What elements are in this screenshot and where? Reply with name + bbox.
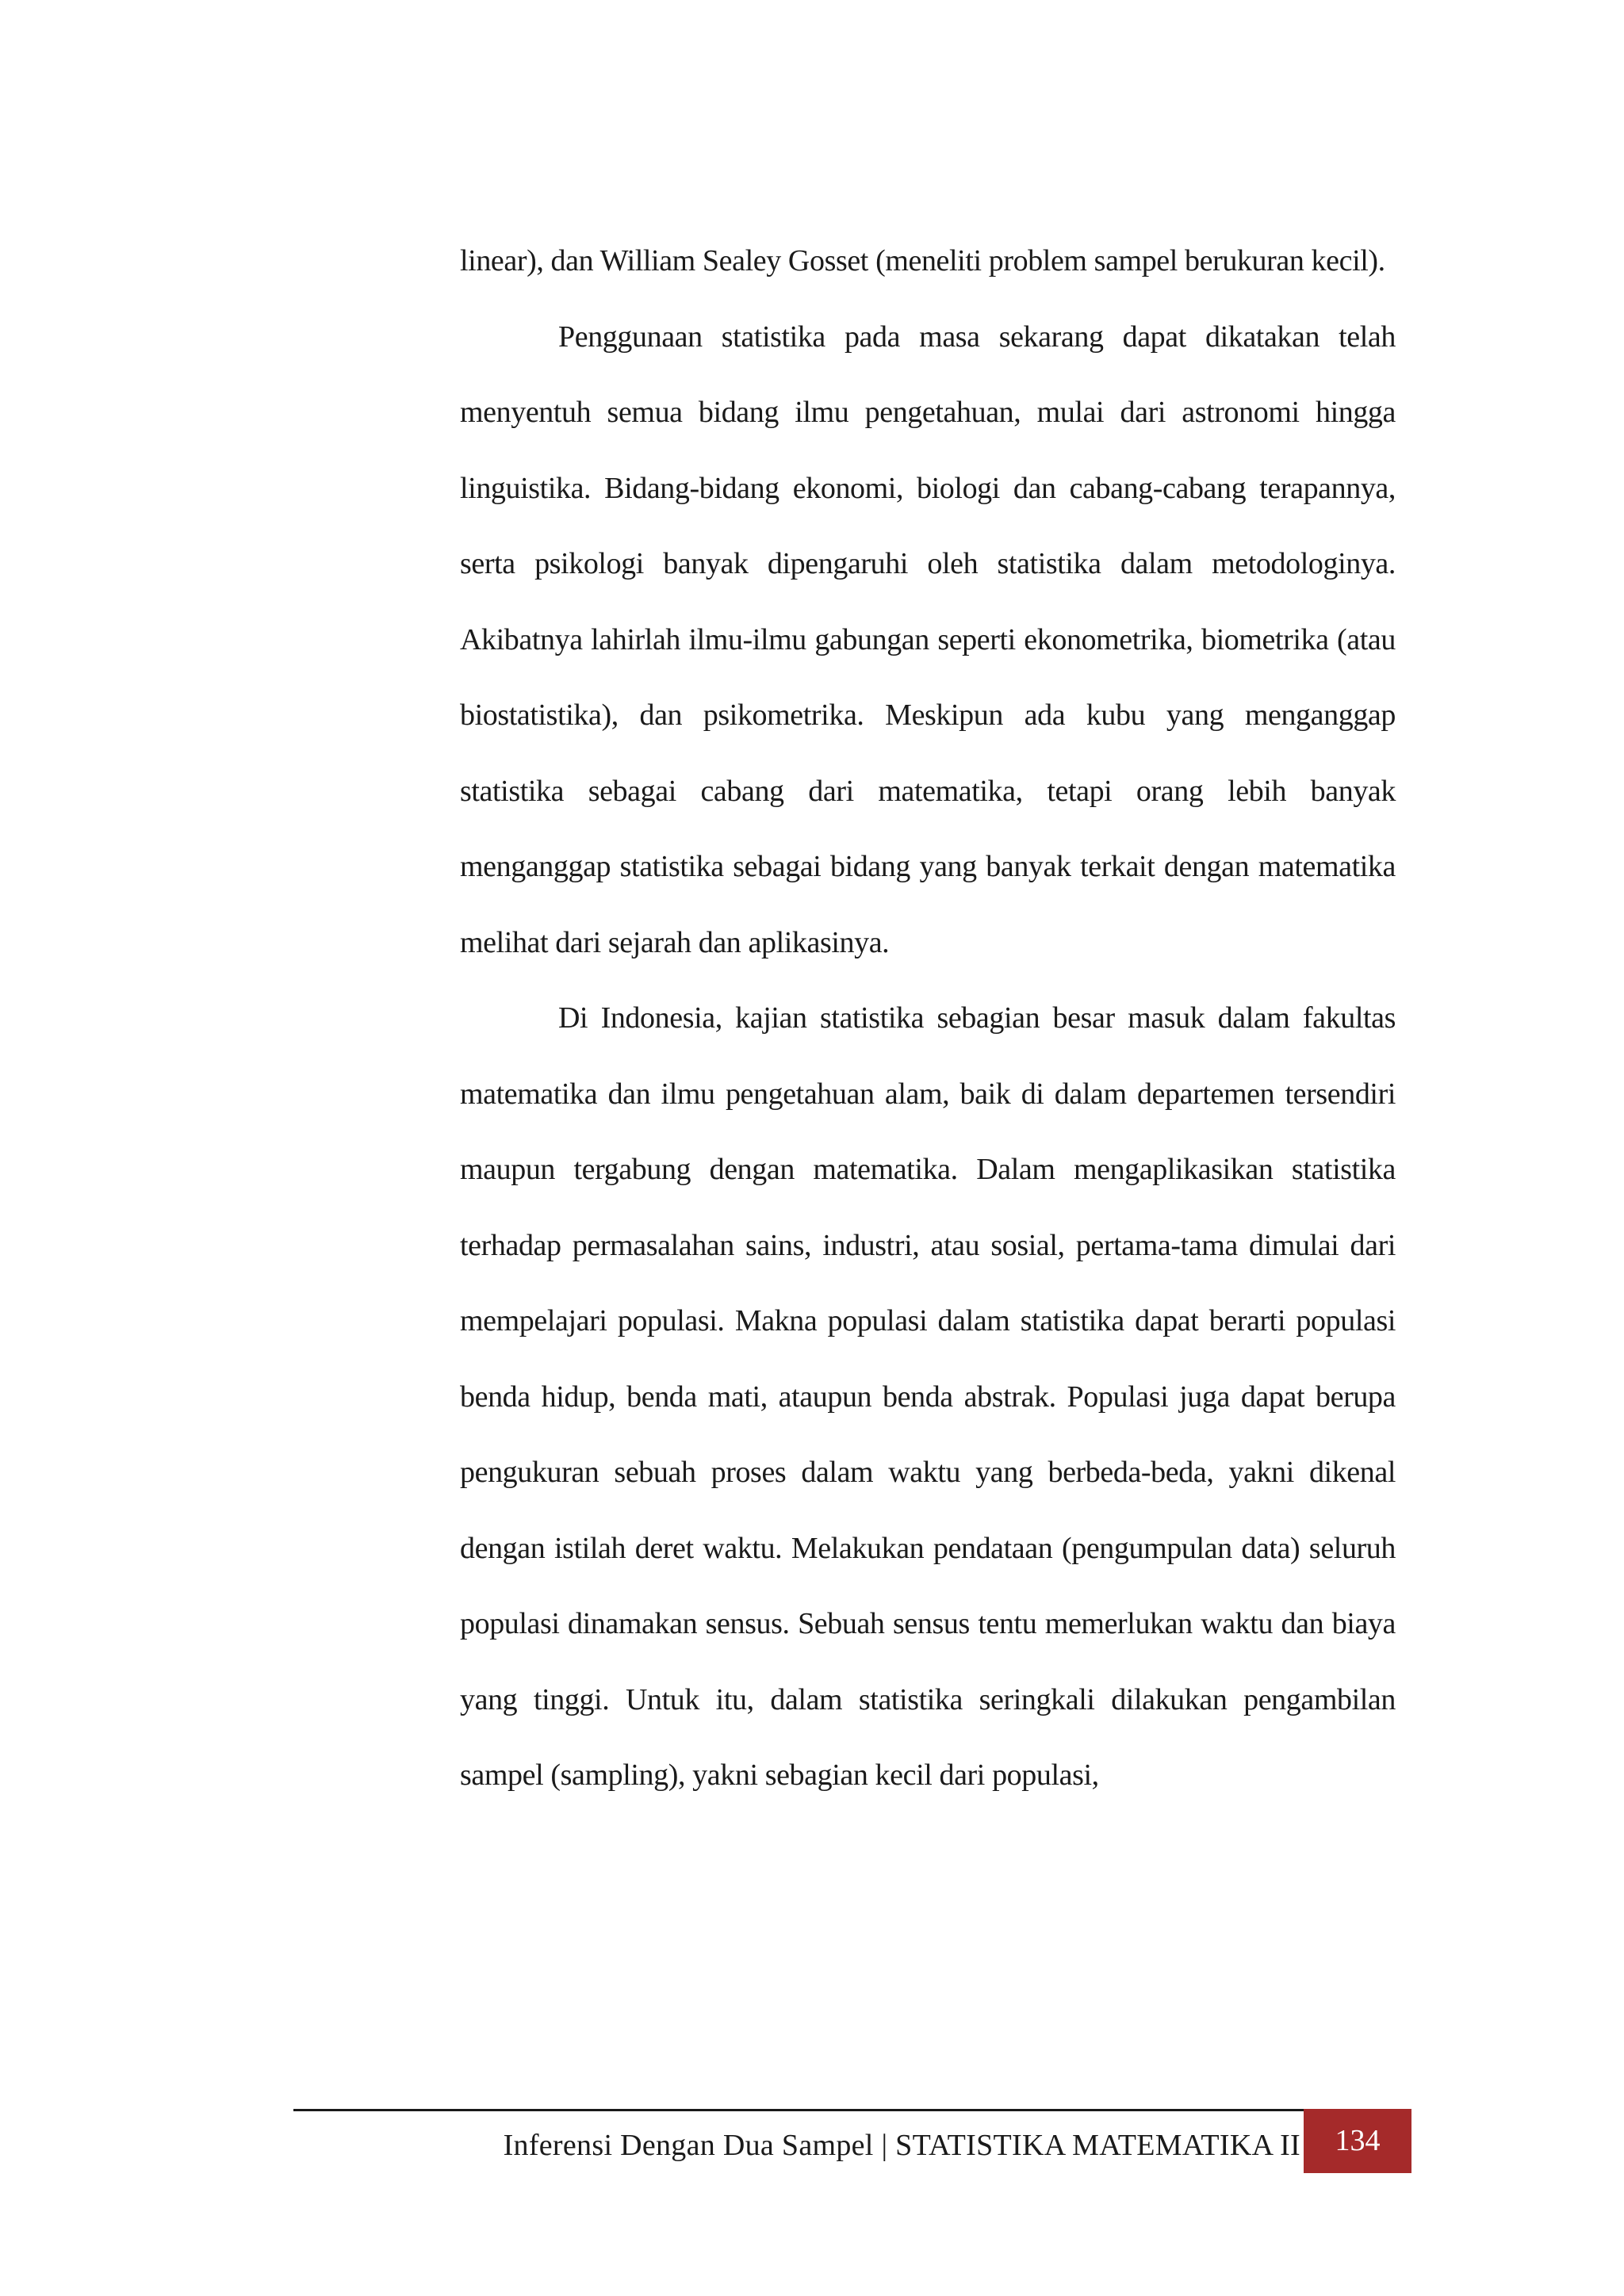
footer-title: Inferensi Dengan Dua Sampel | STATISTIKA MATEMATIKA II xyxy=(503,2129,1300,2162)
body-text xyxy=(460,224,1396,1814)
paragraph-1: linear), dan William Sealey Gosset (meneliti problem sampel berukuran kecil). xyxy=(460,244,1385,277)
paragraph-3: Di Indonesia, kajian statistika sebagian besar masuk dalam fakultas matematika dan ilmu pengetahuan alam, baik di dalam departemen tersendiri maupun tergabung dengan matematika. Dalam mengaplikasikan statistika terhadap permasalahan sains, industri, atau sosial, pertama-tama dimulai dari mempelajari populasi. Makna populasi dalam statistika dapat berarti populasi benda hidup, benda mati, ataupun benda abstrak. Populasi juga dapat berupa pengukuran sebuah proses dalam waktu yang berbeda-beda, yakni dikenal dengan istilah deret waktu. Melakukan pendataan (pengumpulan data) seluruh populasi dinamakan sensus. Sebuah sensus tentu memerlukan waktu dan biaya yang tinggi. Untuk itu, dalam statistika seringkali dilakukan pengambilan sampel (sampling), yakni sebagian kecil dari populasi, xyxy=(460,1001,1396,1792)
page-number-badge: 134 xyxy=(1304,2109,1411,2173)
footer-divider xyxy=(293,2109,1308,2111)
paragraph-2: Penggunaan statistika pada masa sekarang dapat dikatakan telah menyentuh semua bidang ilmu pengetahuan, mulai dari astronomi hingga linguistika. Bidang-bidang ekonomi, biologi dan cabang-cabang terapannya, serta psikologi banyak dipengaruhi oleh statistika dalam metodologinya. Akibatnya lahirlah ilmu-ilmu gabungan seperti ekonometrika, biometrika (atau biostatistika), dan psikometrika. Meskipun ada kubu yang menganggap statistika sebagai cabang dari matematika, tetapi orang lebih banyak menganggap statistika sebagai bidang yang banyak terkait dengan matematika melihat dari sejarah dan aplikasinya. xyxy=(460,320,1396,959)
